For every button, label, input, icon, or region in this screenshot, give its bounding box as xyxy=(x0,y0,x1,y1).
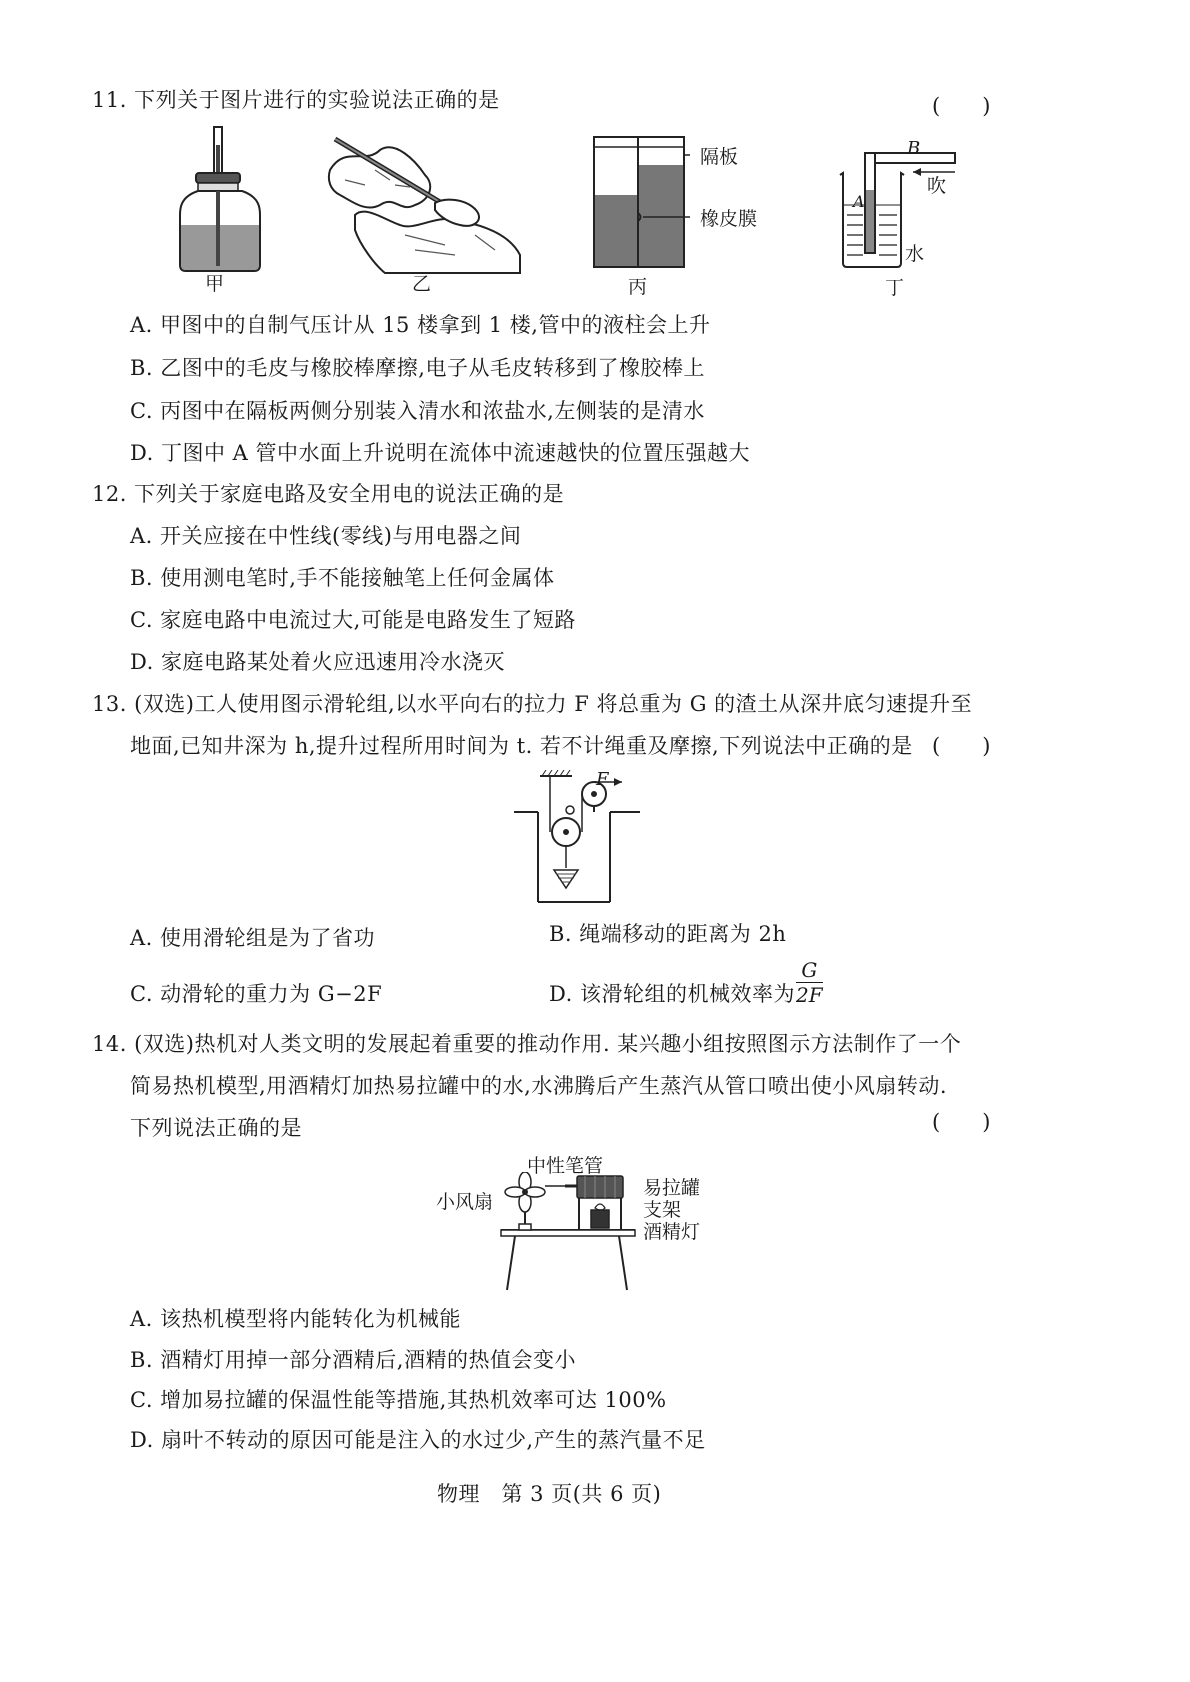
label-pen-tube: 中性笔管 xyxy=(527,1155,604,1177)
label-force-f: F xyxy=(596,769,609,790)
q13-option-d-fraction xyxy=(796,958,823,1007)
q14-answer-paren: ( ) xyxy=(932,1110,991,1134)
label-blow: 吹 xyxy=(927,175,947,197)
q13-stem-line1: 13. (双选)工人使用图示滑轮组,以水平向右的拉力 F 将总重为 G 的渣土从深井底匀速提升至 xyxy=(92,692,973,716)
q12-option-b: B. 使用测电笔时,手不能接触笔上任何金属体 xyxy=(130,566,555,590)
partition-container-figure xyxy=(590,135,690,270)
q13-option-b: B. 绳端移动的距离为 2h xyxy=(549,922,787,946)
q13-option-d: D. 该滑轮组的机械效率为 xyxy=(549,982,795,1006)
fig-caption-bing: 丙 xyxy=(628,276,648,298)
q14-stem-line1: 14. (双选)热机对人类文明的发展起着重要的推动作用. 某兴趣小组按照图示方法制作了一个 xyxy=(92,1032,962,1056)
q11-option-c: C. 丙图中在隔板两侧分别装入清水和浓盐水,左侧装的是清水 xyxy=(130,399,705,423)
label-water: 水 xyxy=(905,243,925,265)
q14-stem-line2: 简易热机模型,用酒精灯加热易拉罐中的水,水沸腾后产生蒸汽从管口喷出使小风扇转动. xyxy=(130,1074,948,1098)
q12-option-a: A. 开关应接在中性线(零线)与用电器之间 xyxy=(130,524,522,548)
fraction-numerator: G xyxy=(796,958,823,983)
q14-option-b: B. 酒精灯用掉一部分酒精后,酒精的热值会变小 xyxy=(130,1348,576,1372)
q12-stem: 12. 下列关于家庭电路及安全用电的说法正确的是 xyxy=(92,482,565,506)
fig-caption-yi: 乙 xyxy=(412,273,432,295)
label-rubber-membrane: 橡皮膜 xyxy=(700,208,758,230)
label-partition: 隔板 xyxy=(700,146,739,168)
q14-option-d: D. 扇叶不转动的原因可能是注入的水过少,产生的蒸汽量不足 xyxy=(130,1428,706,1452)
page-footer: 物理 第 3 页(共 6 页) xyxy=(437,1482,662,1506)
q11-option-d: D. 丁图中 A 管中水面上升说明在流体中流速越快的位置压强越大 xyxy=(130,441,750,465)
fraction-denominator: 2F xyxy=(796,983,823,1007)
q11-answer-paren: ( ) xyxy=(932,94,991,118)
q12-option-d: D. 家庭电路某处着火应迅速用冷水浇灭 xyxy=(130,650,505,674)
fig-caption-jia: 甲 xyxy=(205,273,225,295)
label-small-fan: 小风扇 xyxy=(436,1191,494,1213)
q12-option-c: C. 家庭电路中电流过大,可能是电路发生了短路 xyxy=(130,608,576,632)
label-can: 易拉罐 xyxy=(643,1177,701,1199)
q13-stem-line2: 地面,已知井深为 h,提升过程所用时间为 t. 若不计绳重及摩擦,下列说法中正确的是 xyxy=(130,734,913,758)
label-alcohol-lamp: 酒精灯 xyxy=(643,1221,701,1243)
label-a: A xyxy=(853,192,865,211)
label-b: B xyxy=(907,138,921,159)
q14-stem-line3: 下列说法正确的是 xyxy=(130,1116,302,1140)
q13-option-a: A. 使用滑轮组是为了省功 xyxy=(130,926,376,950)
fig-caption-ding: 丁 xyxy=(885,277,905,299)
q11-option-b: B. 乙图中的毛皮与橡胶棒摩擦,电子从毛皮转移到了橡胶棒上 xyxy=(130,356,705,380)
barometer-figure xyxy=(170,125,270,275)
pulley-well-figure xyxy=(510,770,670,910)
label-stand: 支架 xyxy=(643,1199,682,1221)
q13-option-c: C. 动滑轮的重力为 G−2F xyxy=(130,982,383,1006)
q14-option-c: C. 增加易拉罐的保温性能等措施,其热机效率可达 100% xyxy=(130,1388,667,1412)
q13-answer-paren: ( ) xyxy=(932,734,991,758)
heat-engine-figure xyxy=(495,1172,645,1292)
q14-option-a: A. 该热机模型将内能转化为机械能 xyxy=(130,1307,462,1331)
q11-stem: 11. 下列关于图片进行的实验说法正确的是 xyxy=(92,88,500,112)
q11-option-a: A. 甲图中的自制气压计从 15 楼拿到 1 楼,管中的液柱会上升 xyxy=(130,313,711,337)
fur-rod-figure xyxy=(325,125,525,275)
